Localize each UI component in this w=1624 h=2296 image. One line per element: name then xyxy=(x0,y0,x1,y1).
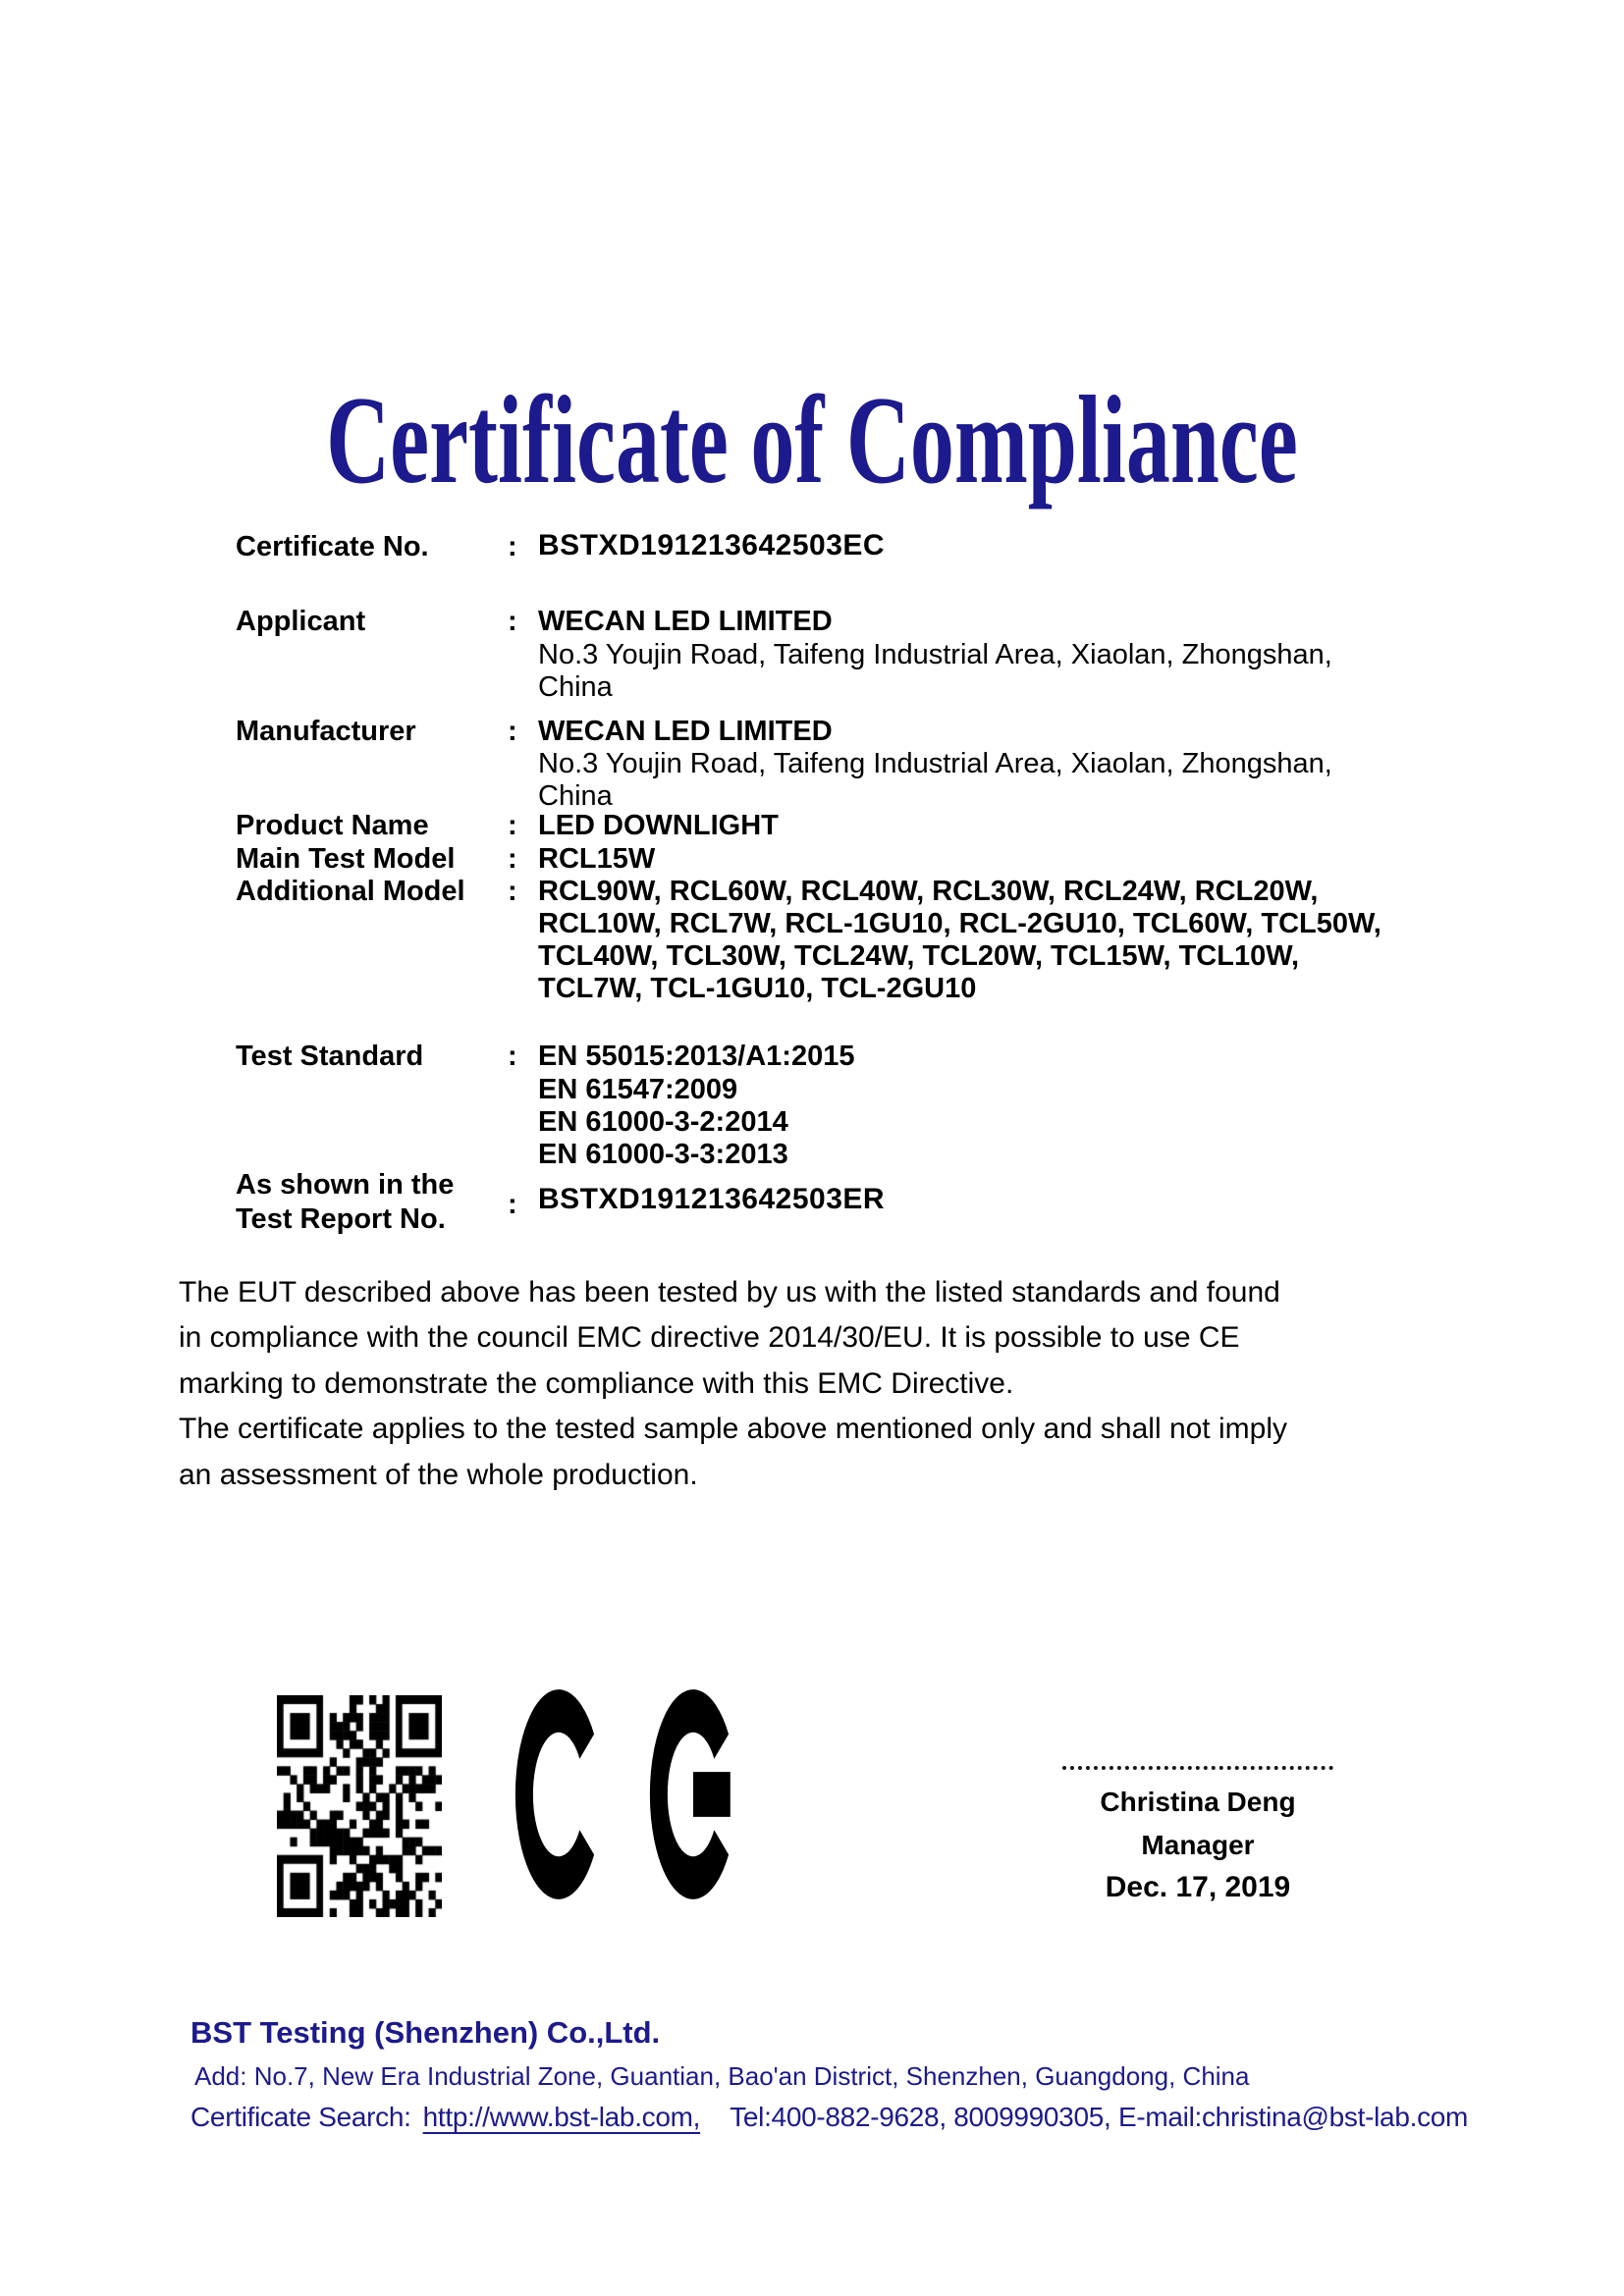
certificate-search-label: Certificate Search: xyxy=(190,2102,411,2132)
label-manufacturer: Manufacturer xyxy=(236,716,416,747)
value-manufacturer-country: China xyxy=(538,780,613,812)
statement-line: The certificate applies to the tested sample above mentioned only and shall not imply xyxy=(179,1413,1287,1445)
value-product-name: LED DOWNLIGHT xyxy=(538,810,779,841)
value-additional-model-line: TCL40W, TCL30W, TCL24W, TCL20W, TCL15W, TCL10W, xyxy=(538,940,1300,972)
colon: : xyxy=(508,1041,517,1072)
colon: : xyxy=(508,1189,517,1220)
value-applicant-country: China xyxy=(538,671,613,703)
value-test-report-no: BSTXD191213642503ER xyxy=(538,1183,886,1215)
value-test-standard-line: EN 61547:2009 xyxy=(538,1074,738,1105)
value-additional-model-line: RCL10W, RCL7W, RCL-1GU10, RCL-2GU10, TCL60W, TCL50W, xyxy=(538,908,1381,939)
value-certificate-no: BSTXD191213642503EC xyxy=(538,529,886,561)
value-test-standard-line: EN 61000-3-3:2013 xyxy=(538,1139,788,1170)
label-certificate-no: Certificate No. xyxy=(236,531,429,562)
label-test-report-line1: As shown in the xyxy=(236,1169,455,1201)
label-applicant: Applicant xyxy=(236,606,366,637)
colon: : xyxy=(508,876,517,907)
value-applicant-name: WECAN LED LIMITED xyxy=(538,606,833,637)
signature-date: Dec. 17, 2019 xyxy=(1105,1871,1291,1903)
statement-line: marking to demonstrate the compliance with this EMC Directive. xyxy=(179,1367,1014,1400)
footer-certificate-search xyxy=(190,2102,1468,2133)
statement-line: The EUT described above has been tested by us with the listed standards and found xyxy=(179,1276,1280,1308)
label-additional-model: Additional Model xyxy=(236,876,465,907)
colon: : xyxy=(508,531,517,562)
value-manufacturer-address: No.3 Youjin Road, Taifeng Industrial Area, Xiaolan, Zhongshan, xyxy=(538,748,1332,779)
signature-role: Manager xyxy=(1141,1830,1255,1860)
signature-line xyxy=(1062,1766,1333,1770)
colon: : xyxy=(508,606,517,637)
signature-name: Christina Deng xyxy=(1100,1787,1296,1817)
value-additional-model-line: RCL90W, RCL60W, RCL40W, RCL30W, RCL24W, RCL20W, xyxy=(538,876,1319,907)
value-test-standard-line: EN 55015:2013/A1:2015 xyxy=(538,1041,855,1072)
label-product-name: Product Name xyxy=(236,810,429,841)
page-title: Certificate of Compliance xyxy=(326,371,1298,510)
colon: : xyxy=(508,810,517,841)
value-test-standard-line: EN 61000-3-2:2014 xyxy=(538,1106,788,1138)
colon: : xyxy=(508,843,517,875)
value-additional-model-line: TCL7W, TCL-1GU10, TCL-2GU10 xyxy=(538,973,977,1004)
statement-line: an assessment of the whole production. xyxy=(179,1459,698,1491)
ce-letter-e-icon xyxy=(649,1687,737,1901)
value-main-test-model: RCL15W xyxy=(538,843,656,875)
value-manufacturer-name: WECAN LED LIMITED xyxy=(538,716,833,747)
footer-company-name: BST Testing (Shenzhen) Co.,Ltd. xyxy=(190,2015,661,2050)
label-main-test-model: Main Test Model xyxy=(236,843,456,875)
certificate-search-link[interactable]: http://www.bst-lab.com, xyxy=(422,2102,701,2132)
value-applicant-address: No.3 Youjin Road, Taifeng Industrial Area, Xiaolan, Zhongshan, xyxy=(538,639,1332,670)
statement-line: in compliance with the council EMC directive 2014/30/EU. It is possible to use CE xyxy=(179,1321,1240,1354)
qr-code xyxy=(277,1695,442,1917)
label-test-report-line2: Test Report No. xyxy=(236,1203,446,1235)
footer-contact-info: Tel:400-882-9628, 8009990305, E-mail:christina@bst-lab.com xyxy=(730,2102,1469,2132)
footer-address: Add: No.7, New Era Industrial Zone, Guantian, Bao'an District, Shenzhen, Guangdong, China xyxy=(194,2061,1250,2091)
ce-letter-c-icon xyxy=(514,1687,603,1901)
label-test-standard: Test Standard xyxy=(236,1041,424,1072)
colon: : xyxy=(508,716,517,747)
